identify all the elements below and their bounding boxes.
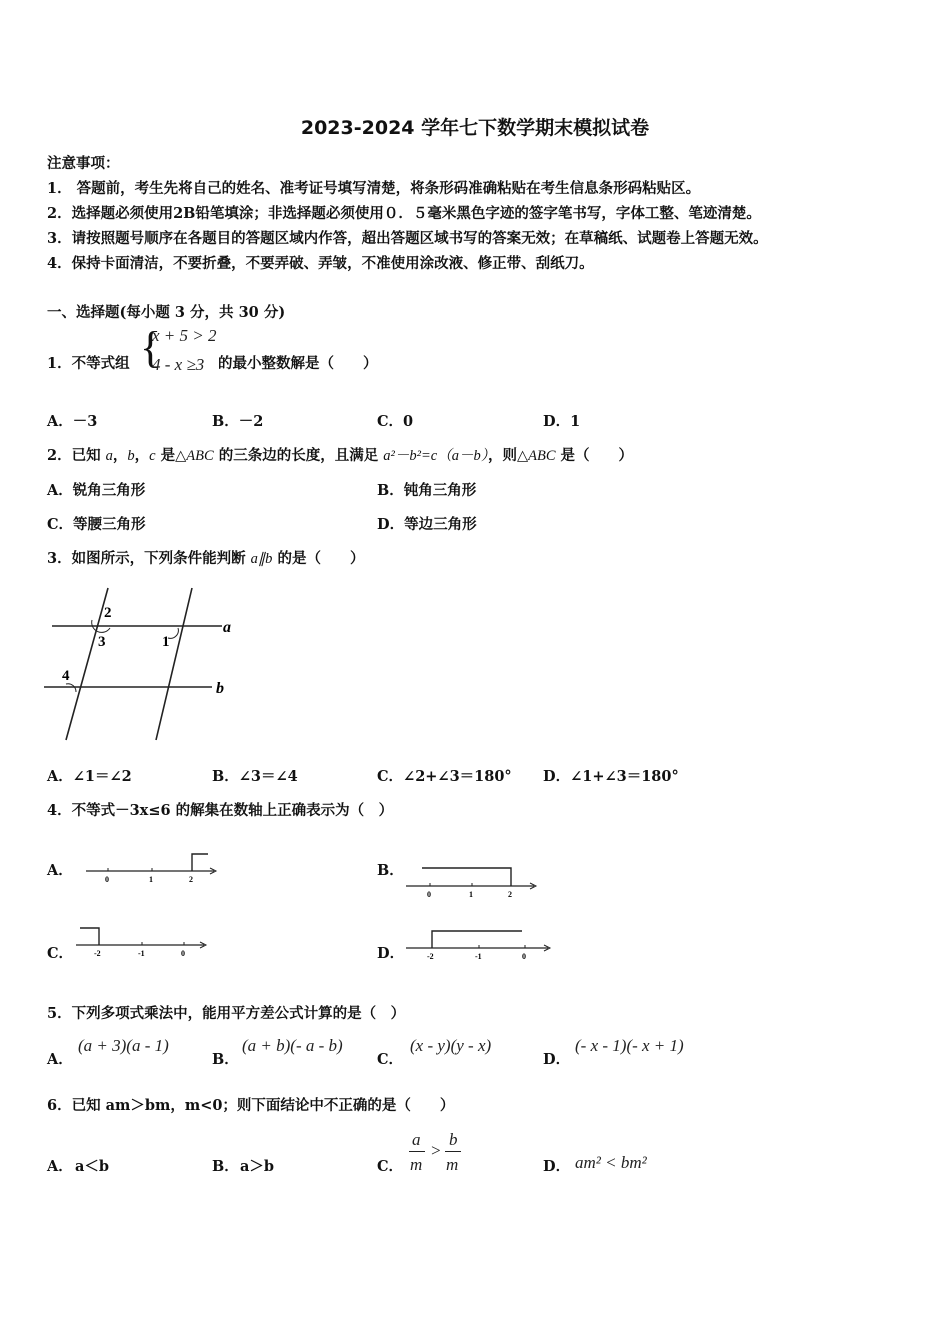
fraction-bar bbox=[409, 1151, 425, 1152]
q5-option-a-expr: (a + 3)(a - 1) bbox=[78, 1036, 169, 1055]
q4-option-b-label: B． bbox=[377, 862, 404, 879]
q6-option-c-den1: m bbox=[410, 1155, 423, 1174]
q6-option-c-num2: b bbox=[449, 1130, 458, 1149]
q4-option-a-label: A． bbox=[47, 862, 73, 879]
q1-line1: x + 5 > 2 bbox=[152, 326, 217, 345]
svg-text:0: 0 bbox=[522, 952, 526, 961]
q6-option-c-num1: a bbox=[412, 1130, 421, 1149]
q2-stem: 2．已知 a，b，c 是△ABC 的三条边的长度，且满足 a²－b²=c（a－b），则△ABC 是（ ） bbox=[47, 447, 634, 464]
q5-option-c-expr: (x - y)(y - x) bbox=[410, 1036, 492, 1055]
q4-option-d-label: D． bbox=[377, 945, 405, 962]
q5-option-d-label: D． bbox=[543, 1051, 571, 1068]
q4-option-c-label: C． bbox=[47, 945, 74, 962]
q6-option-a-label: A． bbox=[47, 1158, 73, 1175]
page-title: 2023-2024 学年七下数学期末模拟试卷 bbox=[300, 117, 650, 139]
label-a: a bbox=[223, 619, 231, 636]
q2-option-b: B．钝角三角形 bbox=[377, 482, 477, 499]
section-heading: 一、选择题(每小题 3 分，共 30 分) bbox=[47, 304, 286, 321]
q6-option-a-expr: a＜b bbox=[75, 1158, 110, 1175]
q4-number-line-d bbox=[400, 924, 560, 968]
svg-text:2: 2 bbox=[508, 890, 512, 899]
notice-heading: 注意事项： bbox=[47, 155, 120, 172]
q2-option-d: D．等边三角形 bbox=[377, 516, 477, 533]
q6-stem: 6．已知 am＞bm，m<0；则下面结论中不正确的是（ ） bbox=[47, 1097, 455, 1114]
q6-option-b-expr: a＞b bbox=[240, 1158, 275, 1175]
q2-option-c: C．等腰三角形 bbox=[47, 516, 146, 533]
q6-option-c-op: > bbox=[430, 1141, 442, 1160]
notice-item: 3．请按照题号顺序在各题目的答题区域内作答，超出答题区域书写的答案无效；在草稿纸、试题卷上答题无效。 bbox=[47, 230, 768, 247]
q5-option-c-label: C． bbox=[377, 1051, 404, 1068]
parallel-lines-figure bbox=[40, 580, 250, 750]
transversal-right bbox=[156, 588, 192, 740]
q5-option-b-label: B． bbox=[212, 1051, 239, 1068]
angle-label-4: 4 bbox=[62, 668, 70, 684]
angle-label-2: 2 bbox=[104, 605, 112, 621]
q3-option-d: D．∠1+∠3＝180° bbox=[543, 768, 679, 785]
svg-text:0: 0 bbox=[105, 875, 109, 884]
fraction-bar bbox=[445, 1151, 461, 1152]
q1-option-b: B．－2 bbox=[212, 413, 264, 430]
svg-text:-2: -2 bbox=[94, 949, 101, 958]
svg-text:-2: -2 bbox=[427, 952, 434, 961]
q2-option-a: A．锐角三角形 bbox=[47, 482, 146, 499]
q5-option-d-expr: (- x - 1)(- x + 1) bbox=[575, 1036, 684, 1055]
notice-item: 1． 答题前，考生先将自己的姓名、准考证号填写清楚，将条形码准确粘贴在考生信息条形码粘贴区。 bbox=[47, 180, 701, 197]
q6-option-c-label: C． bbox=[377, 1158, 404, 1175]
q1-line2: 4 - x ≥3 bbox=[152, 355, 205, 374]
angle-arc-1 bbox=[168, 628, 178, 638]
notice-item: 2．选择题必须使用2B铅笔填涂；非选择题必须使用０．５毫米黑色字迹的签字笔书写，字体工整、笔迹清楚。 bbox=[47, 205, 761, 222]
notice-item: 4．保持卡面清洁，不要折叠，不要弄破、弄皱，不准使用涂改液、修正带、刮纸刀。 bbox=[47, 255, 594, 272]
q1-option-d: D．1 bbox=[543, 413, 581, 430]
q4-number-line-a bbox=[82, 848, 222, 888]
svg-text:1: 1 bbox=[149, 875, 153, 884]
q1-option-c: C．0 bbox=[377, 413, 414, 430]
q3-option-b: B．∠3＝∠4 bbox=[212, 768, 298, 785]
q1-suffix: 的最小整数解是（ ） bbox=[218, 355, 378, 372]
svg-text:1: 1 bbox=[469, 890, 473, 899]
angle-arc-4 bbox=[66, 684, 76, 692]
q1-prefix: 1．不等式组 bbox=[47, 355, 130, 372]
svg-text:-1: -1 bbox=[475, 952, 482, 961]
q3-option-c: C．∠2+∠3＝180° bbox=[377, 768, 512, 785]
svg-text:0: 0 bbox=[181, 949, 185, 958]
svg-text:0: 0 bbox=[427, 890, 431, 899]
label-b: b bbox=[216, 680, 224, 697]
q1-brace: { bbox=[140, 323, 162, 372]
angle-label-1: 1 bbox=[162, 634, 170, 650]
transversal-left bbox=[66, 588, 108, 740]
svg-text:2: 2 bbox=[189, 875, 193, 884]
q5-option-b-expr: (a + b)(- a - b) bbox=[242, 1036, 343, 1055]
q3-option-a: A．∠1＝∠2 bbox=[47, 768, 132, 785]
angle-label-3: 3 bbox=[98, 634, 106, 650]
q4-stem: 4．不等式－3x≤6 的解集在数轴上正确表示为（ ） bbox=[47, 802, 394, 819]
q5-stem: 5．下列多项式乘法中，能用平方差公式计算的是（ ） bbox=[47, 1005, 406, 1022]
q6-option-b-label: B． bbox=[212, 1158, 239, 1175]
q5-option-a-label: A． bbox=[47, 1051, 73, 1068]
q4-number-line-b bbox=[400, 860, 545, 900]
q6-option-c-den2: m bbox=[446, 1155, 459, 1174]
q6-option-d-expr: am² < bm² bbox=[575, 1153, 647, 1172]
q4-number-line-c bbox=[70, 924, 215, 964]
q3-stem: 3．如图所示，下列条件能判断 a∥b 的是（ ） bbox=[47, 550, 365, 567]
svg-text:-1: -1 bbox=[138, 949, 145, 958]
q1-option-a: A．－3 bbox=[47, 413, 98, 430]
q6-option-d-label: D． bbox=[543, 1158, 571, 1175]
